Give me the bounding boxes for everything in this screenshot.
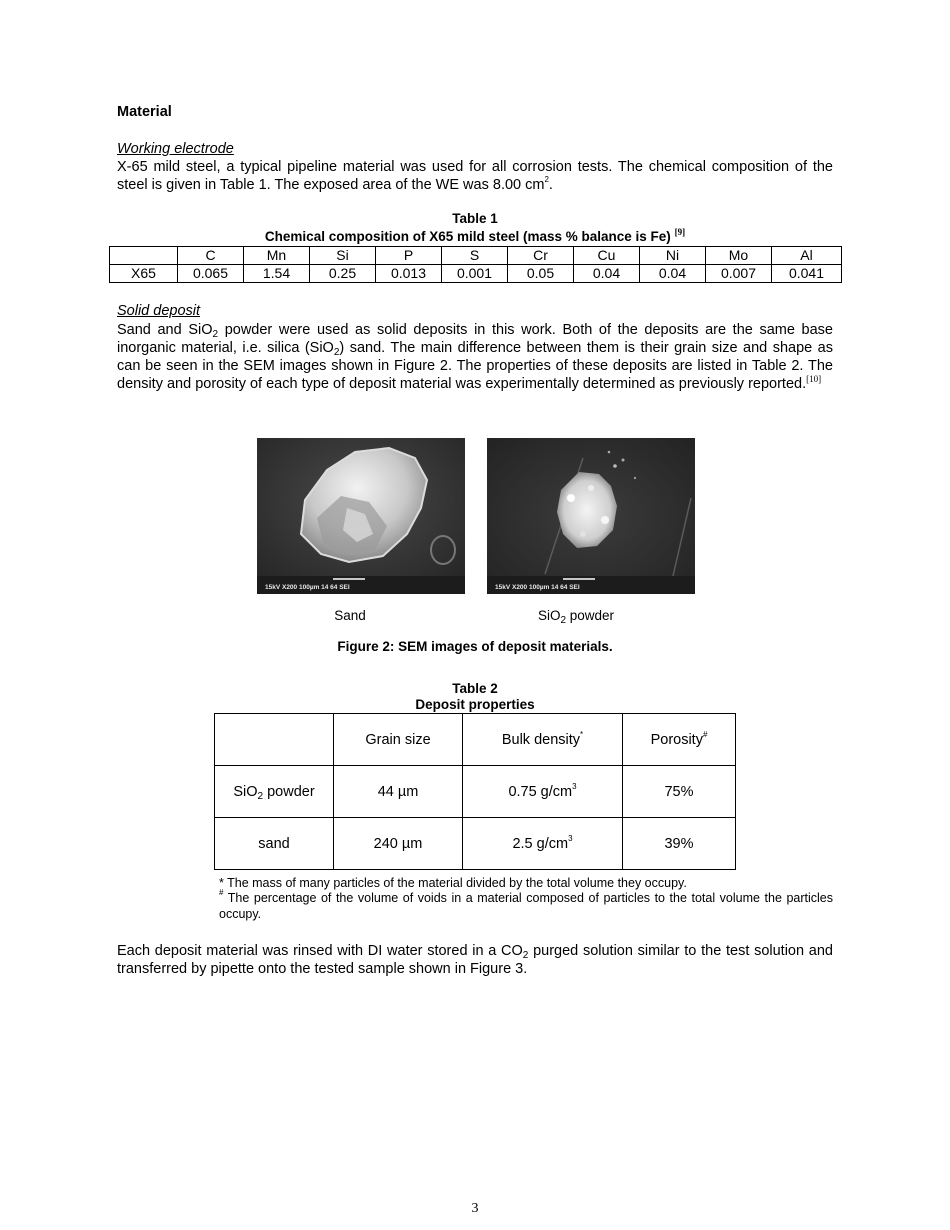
table2-cell: 0.75 $g/cm^3$ [463, 766, 623, 818]
table1-data-row [110, 265, 842, 283]
table2-header-cell: Porosity# [623, 714, 736, 766]
sem-image-sio2-powder [487, 438, 695, 594]
table1-header-cell: Mn [244, 247, 310, 265]
table2-row [215, 818, 736, 870]
table1-label: Table 1 [452, 211, 498, 226]
table1-header-cell: Cr [508, 247, 574, 265]
table2-footnote-1: * The mass of many particles of the material divided by the total volume they occupy. [219, 876, 687, 890]
table1-caption: Chemical composition of X65 mild steel (mass % balance is Fe) [9] [264, 227, 686, 244]
table2-label: Table 2 [452, 681, 498, 696]
table1-cell: 0.05 [508, 265, 574, 283]
sem-image-sand [257, 438, 465, 594]
table1-cell: 0.04 [574, 265, 640, 283]
table1-cell: 0.007 [706, 265, 772, 283]
working-electrode-subheading: Working electrode [117, 141, 234, 157]
table1-header-cell: Mo [706, 247, 772, 265]
solid-deposit-subheading: Solid deposit [117, 303, 201, 319]
table1-header-cell: Cu [574, 247, 640, 265]
table1-header-cell: Ni [640, 247, 706, 265]
table1-cell: 0.065 [178, 265, 244, 283]
figure2-label-sio2: SiO$_2$ powder [537, 608, 615, 626]
table1-header-cell: C [178, 247, 244, 265]
table1-header-cell: S [442, 247, 508, 265]
table1-cell: 0.041 [772, 265, 842, 283]
table1-header-cell: Al [772, 247, 842, 265]
table2-cell: 39% [623, 818, 736, 870]
table1-header-cell: P [376, 247, 442, 265]
solid-deposit-paragraph: Sand and SiO$_2$ powder were used as solid deposits in this work. Both of the deposits are the same base inorganic material, i.e. silica (SiO$_2$) sand. The main difference between them is their grain size and shape as can be seen in the SEM images shown in Figure 2. The properties of these deposits are listed in Table 2. The density and porosity of each type of deposit material was experimentally determined as previously reported.[10] [117, 322, 833, 392]
table2-cell: 240 µm [334, 818, 463, 870]
table2-header-cell [215, 714, 334, 766]
table2-cell: sand [215, 818, 334, 870]
table2-deposit-properties [214, 713, 736, 870]
table2-footnote-2: # The percentage of the volume of voids in a material composed of particles to the total volume the particles occupy. [219, 888, 833, 921]
sem-scalebar-text: 15kV X200 100µm 14 64 SEI [265, 584, 350, 591]
table2-cell: SiO$_2$ powder [215, 766, 334, 818]
table2-cell: 44 µm [334, 766, 463, 818]
figure2-label-sand: Sand [334, 608, 366, 623]
table2-header-cell: Grain size [334, 714, 463, 766]
table2-caption: Deposit properties [415, 697, 535, 712]
sem-scalebar-text: 15kV X200 100µm 14 64 SEI [495, 584, 580, 591]
section-title: Material [117, 104, 172, 120]
table1-cell: 0.013 [376, 265, 442, 283]
figure2-caption: Figure 2: SEM images of deposit materials. [337, 639, 613, 654]
table1-header-cell [110, 247, 178, 265]
table2-row [215, 766, 736, 818]
table1-cell: 1.54 [244, 265, 310, 283]
table1-composition [109, 246, 842, 283]
table2-cell: 2.5 $g/cm^3$ [463, 818, 623, 870]
closing-paragraph: Each deposit material was rinsed with DI water stored in a $CO_2$ purged solution similar to the test solution and transferred by pipette onto the tested sample shown in Figure 3. [117, 943, 833, 977]
table1-cell: 0.04 [640, 265, 706, 283]
table2-cell: 75% [623, 766, 736, 818]
table1-cell: 0.25 [310, 265, 376, 283]
page-number: 3 [471, 1201, 479, 1216]
working-electrode-paragraph: X-65 mild steel, a typical pipeline material was used for all corrosion tests. The chemical composition of the steel is given in Table 1. The exposed area of the WE was 8.00 $cm^2$. [117, 159, 833, 193]
table1-cell: 0.001 [442, 265, 508, 283]
table1-cell: X65 [110, 265, 178, 283]
table1-header-cell: Si [310, 247, 376, 265]
table1-header-row [110, 247, 842, 265]
table2-header-cell: Bulk density* [463, 714, 623, 766]
table2-header-row [215, 714, 736, 766]
